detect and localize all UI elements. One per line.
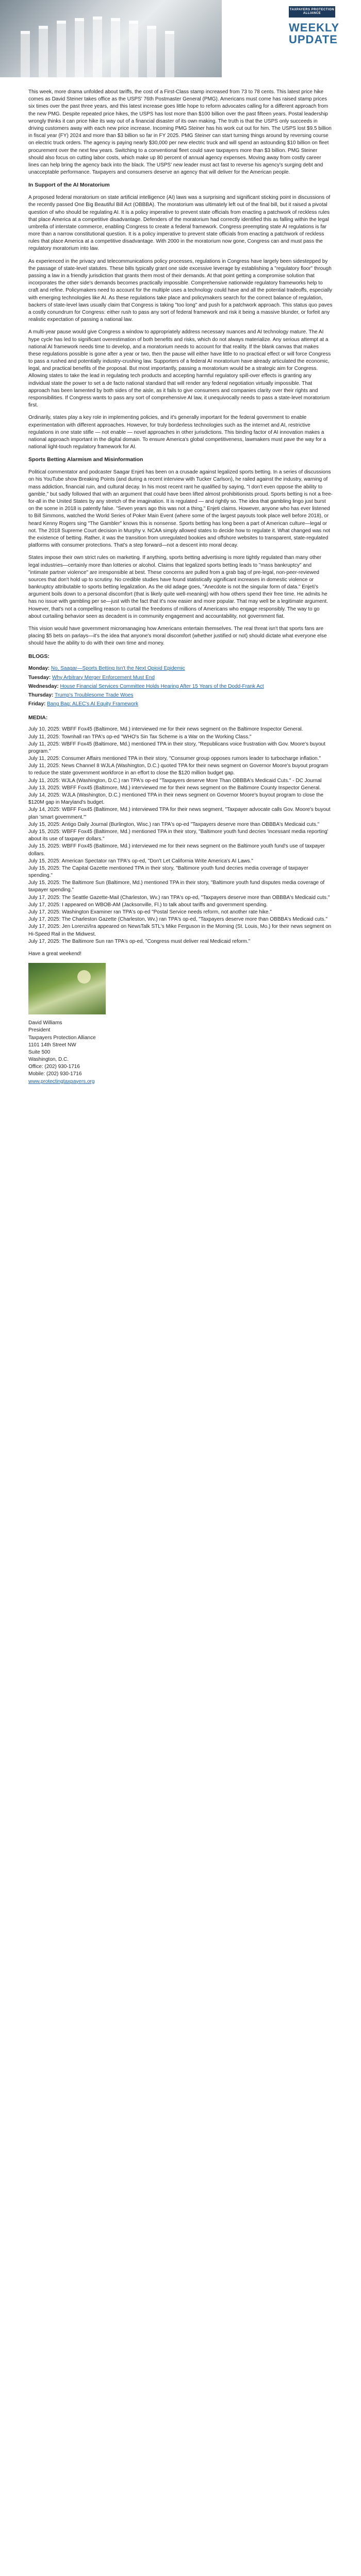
blog-row: Wednesday: House Financial Services Committee Holds Hearing After 15 Years of the Dodd-Frank Act (28, 683, 264, 689)
media-item: July 11, 2025: News Channel 8 WJLA (Washington, D.C.) quoted TPA for their news segment on Governor Moore's buyout program to reduce the state government workforce in an effort to close the $120 million budget gap. (28, 763, 329, 776)
blog-link[interactable]: Trump's Troublesome Trade Woes (54, 692, 134, 699)
media-item: July 15, 2025: Antigo Daily Journal (Burlington, Wisc.) ran TPA's op-ed "Taxpayers deserve more than OBBBA's Medicaid cuts." (28, 821, 320, 827)
sig-city: Washington, D.C. (28, 1057, 69, 1063)
media-item: July 11, 2025: WJLA (Washington, D.C.) ran TPA's op-ed "Taxpayers deserve More Than OBBBA's Medicaid Cuts." - DC Journal (28, 777, 322, 784)
media-item: July 17, 2025: Jen Lorenzi/Ira appeared on NewsTalk STL's Mike Ferguson in the Morning (St. Louis, Mo.) for their news segment on Hi-Speed Rail in the Midwest. (28, 924, 332, 937)
blogs-title: BLOGS: (28, 653, 50, 659)
header-photo (0, 0, 222, 77)
media-item: July 14, 2025: WBFF Fox45 (Baltimore, Md.) interviewed TPA for their news segment, "Taxpayer advocate calls Gov. Moore's buyout plan 'smart government.'" (28, 807, 331, 820)
media-item: July 11, 2025: Consumer Affairs mentioned TPA in their story, "Consumer group opposes rumors leader to turbocharge inflation." (28, 756, 321, 762)
sig-suite: Suite 500 (28, 1049, 51, 1055)
blog-link[interactable]: Why Arbitrary Merger Enforcement Must End (52, 674, 155, 681)
blog-row: Tuesday: Why Arbitrary Merger Enforcement Must End (28, 674, 155, 681)
media-item: July 11, 2025: Townhall ran TPA's op-ed "WHO's Sin Tax Scheme is a War on the Working Class." (28, 734, 252, 740)
media-section (28, 714, 333, 945)
media-item: July 10, 2025: WBFF Fox45 (Baltimore, Md.) interviewed me for their news segment on the Baltimore Inspector General. (28, 726, 303, 733)
media-item: July 15, 2025: The Capital Gazette mentioned TPA in their story, "Baltimore youth fund decries media coverage of taxpayer spending." (28, 865, 308, 879)
blog-link[interactable]: No, Saagar—Sports Betting Isn't the Next Opioid Epidemic (51, 666, 185, 672)
sports-paragraph: States impose their own strict rules on marketing. If anything, sports betting advertising is more tightly regulated than many other legal industries—certainly more than lotteries or alcohol. Claims that legalized sports betting leads to "mass bankruptcy" and "intimate partner violence" are irresponsible at best. These concerns are pulled from a grab bag of pre-legal, non-peer-reviewed sources that don't hold up to scrutiny. No credible studies have found statistically significant increases in domestic violence or bankruptcy attributable to sports betting legalization. As the old adage goes, "Anecdote is not the singular form of data." Enjeti's argument boils down to a personal discomfort (that is likely quite well-meaning) with how others spend their free time. He admits he has no issue with gambling per se—just with the fact that it's now easier and more popular. That may well be a legitimate argument. However, that's not a compelling reason to curtail the freedoms of millions of Americans who engage responsibly. The way to go about curtailing behavior seen as decadent is in community engagement and accountability, not government fiat. (28, 555, 328, 619)
media-title: MEDIA: (28, 715, 48, 721)
blog-row: Monday: No, Saagar—Sports Betting Isn't the Next Opioid Epidemic (28, 666, 185, 672)
ai-paragraph: A proposed federal moratorium on state artificial intelligence (AI) laws was a surprising and significant sticking point in discussions of the recently passed One Big Beautiful Bill Act (OBBBA). The moratorium was ultimately left out of the final bill, but it raised a pivotal question of who should be regulating AI. It is a policy imperative to prevent state officials from enacting a patchwork of reckless rules that place America at a competitive disadvantage. Defenders of the moratorium had correctly identified this as falling within the legal umbrella of interstate commerce, enabling Congress to create a federal framework. Congress preempting state AI regulations is far more than a narrow constitutional question. It is a policy imperative to prevent state officials from enacting a patchwork of reckless rules that place America at a competitive disadvantage. With 2000 in the moratorium now gone, Congress can and must pass the regulatory moratorium into law. (28, 195, 331, 252)
sports-paragraph: This vision would have government micromanaging how Americans entertain themselves. The real threat isn't that sports fans are placing $5 bets on parlays—it's the idea that anyone's moral discomfort (whether justified or not) should dictate what everyone else should have the ability to do with their own time and money. (28, 626, 327, 647)
weekend-photo (28, 963, 106, 1014)
media-item: July 17, 2025: The Charleston Gazette (Charleston, Wv.) ran TPA's op-ed, "Taxpayers deserve more than OBBBA's Medicaid cuts." (28, 917, 327, 923)
media-item: July 15, 2025: American Spectator ran TPA's op-ed, "Don't Let California Write America's AI Laws." (28, 858, 253, 864)
sports-paragraph: Political commentator and podcaster Saagar Enjeti has been on a crusade against legalized sports betting. In a series of discussions on his YouTube show Breaking Points (and during a recent interview with Tucker Carlson), he railed against the industry, warning of mass addiction, financial ruin, and cultural decay. In his most recent rant he qualified by saying, "I don't even oppose the ability to gamble," but sadly followed that with an argument that could have been lifted almost prohibitionists proud. Sports betting is not a free-for-all in the United States by any stretch of the imagination. It is regulated — and rightly so. The idea that gambling lingo just burst on the scene in 2018 is patently false. "Seven years ago this was not a thing," Enjeti claims. However, anyone who has ever listened to Bill Simmons, watched the World Series of Poker Main Event (where some of the largest payouts took place well before 2018), or heard Kenny Rogers sing "The Gambler" knows this is nonsense. Sports betting has long been a part of American culture—legal or not. The 2018 Supreme Court decision in Murphy v. NCAA simply allowed states to decide how to regulate it. What changed was not the existence of betting. Rather, it was the transition from unregulated bookies and offshore websites to transparent, state-regulated platforms with consumer protections. That's a step forward—not a descent into moral decay. (28, 469, 333, 549)
ai-paragraph: A multi-year pause would give Congress a window to appropriately address necessary nuances and AI technology mature. The AI hype cycle has led to significant overestimation of both benefits and risks, which do not always materialize. Any serious attempt at a national AI framework needs time to develop, and a moratorium needs to account for that reality. If the blank canvas that makes these regulations possible is gone after a year or two, then the pause will either have little to no practical effect or will force Congress to pass a rushed and potentially industry-crushing law. Supporters of a federal AI moratorium have already articulated the economic, legal, and practical benefits of the proposal. But most importantly, passing a moratorium would be a strategic aim for Congress. Allowing states to take the lead in regulating tech products and accepting harmful regulatory spill-over effects is granting any individual state the power to set a de facto national standard that will render any federal negotiation virtually impossible. That approach has been lamented by both sides of the aisle, as it fails to give consumers and companies clarity over their rights and responsibilities. If Congress wants to pass any sort of comprehensive AI law, it unequivocally needs to pass a state-level moratorium first. (28, 329, 331, 409)
ai-paragraph: Ordinarily, states play a key role in implementing policies, and it's generally important for the federal government to enable experimentation with different approaches. However, for truly borderless technologies such as the internet and AI, restrictive regulations in one state stifle — not enable — novel approaches in other jurisdictions. This binding factor of AI innovation makes a national approach important in the digital domain. To ensure America's global competitiveness, lawmakers must pave the way for a national light-touch regulatory framework for AI. (28, 415, 326, 450)
media-item: July 17, 2025: I appeared on WBOB-AM (Jacksonville, Fl.) to talk about tariffs and government spending. (28, 902, 268, 908)
media-item: July 13, 2025: WBFF Fox45 (Baltimore, Md.) interviewed me for their news segment on the Baltimore County Inspector General. (28, 785, 321, 791)
main-content (28, 89, 333, 1086)
media-item: July 17, 2025: Washington Examiner ran TPA's op-ed "Postal Service needs reform, not another rate hike." (28, 909, 272, 915)
header (0, 0, 361, 88)
media-item: July 15, 2025: WBFF Fox45 (Baltimore, Md.) interviewed me for their news segment on the Baltimore youth fund's use of taxpayer dollars. (28, 843, 325, 857)
sig-org: Taxpayers Protection Alliance (28, 1035, 96, 1041)
sig-street: 1101 14th Street NW (28, 1042, 76, 1048)
media-item: July 17, 2025: The Baltimore Sun ran TPA's op-ed, "Congress must deliver real Medicaid reform." (28, 938, 251, 944)
tpa-logo: TAXPAYERS PROTECTION ALLIANCE (289, 6, 335, 18)
website-link[interactable]: www.protectingtaxpayers.org (28, 1078, 95, 1084)
signature-block (28, 1020, 333, 1086)
media-item: July 15, 2025: The Baltimore Sun (Baltimore, Md.) mentioned TPA in their story, "Baltimore youth fund disputes media coverage of taxpayer spending." (28, 880, 325, 893)
sports-section-title: Sports Betting Alarmism and Misinformation (28, 456, 143, 463)
blog-row: Friday: Bang Bag: ALEC's AI Equity Framework (28, 701, 139, 707)
media-item: July 15, 2025: WBFF Fox45 (Baltimore, Md.) mentioned TPA in their story, "Baltimore youth fund decries 'incessant media reporting' about its use of taxpayer dollars." (28, 828, 329, 842)
blog-link[interactable]: Bang Bag: ALEC's AI Equity Framework (47, 701, 139, 707)
intro-paragraph: This week, more drama unfolded about tariffs, the cost of a First-Class stamp increased from 73 to 78 cents. This latest price hike comes as David Steiner takes office as the USPS' 76th Postmaster General (PMG). Americans must come has raised stamp prices six times over the past three years, and this latest increase goes little hope to reform advocates calling for a different approach from the new PMG. Despite repeated price hikes, the USPS has lost more than $100 billion over the past fifteen years. Postal leadership wrongly thinks it can price hike its way out of a financial disaster of its own making. The truth is that the USPS only succeeds in driving customers away with each new price increase. Incoming PMG Steiner has his work cut out for him. The USPS lost $9.5 billion in fiscal year (FY) 2024 and more than $3 billion so far in FY 2025. PMG Steiner can start turning things around by reversing course on electric truck orders. The agency is paying nearly $30,000 per new electric truck and will spend an astounding $10 billion on fleet procurement over the next few years. Switching to a conventional fleet could save taxpayers more than $3 billion. PMG Steiner should also focus on cutting labor costs, which make up 80 percent of annual agency expenses. Moving away from costly career lines can help bring the agency back into the black. The USPS' new leader must act fast to reverse his agency's surging debt and unacceptable performance. Taxpayers and consumers deserve an agency that will deliver for the American people. (28, 89, 332, 176)
blog-row: Thursday: Trump's Troublesome Trade Woes (28, 692, 134, 699)
media-item: July 14, 2025: WJLA (Washington, D.C.) mentioned TPA in their news segment on Governor Moore's buyout program to close the $120M gap in Maryland's budget. (28, 792, 324, 806)
sig-mobile: Mobile: (202) 930-1716 (28, 1071, 82, 1077)
ai-section-title: In Support of the AI Moratorium (28, 182, 110, 189)
sig-name: David Williams (28, 1020, 62, 1026)
media-item: July 17, 2025: The Seattle Gazette-Mail (Charleston, Wv.) ran TPA's op-ed, "Taxpayers deserve more than OBBBA's Medicaid cuts." (28, 894, 330, 901)
sig-role: President (28, 1027, 51, 1033)
sig-office: Office: (202) 930-1716 (28, 1064, 80, 1070)
media-item: July 11, 2025: WBFF Fox45 (Baltimore, Md.) mentioned TPA in their story, "Republicans voice frustration with Gov. Moore's buyout program." (28, 741, 325, 754)
blogs-section (28, 653, 333, 708)
weekly-update-title: WEEKLY UPDATE (289, 21, 340, 46)
ai-paragraph: As experienced in the privacy and telecommunications policy processes, regulations in Congress have largely been sidestepped by the passage of state-level statutes. These bills typically grant one side excessive leverage by establishing a "regulatory floor" through passing a law in a friendly jurisdiction that grants them most of their demands. At that point getting a compromise solution that incorporates the other side's demands becomes practically impossible. Comprehensive nationwide regulatory frameworks help to craft and refine. Policymakers need to account for the multiple uses a technology could have and all the potential tradeoffs, especially with emerging technologies like AI. As these regulations take place and policymakers search for the correct balance of regulation, backers of state-level laws usually claim that Congress is taking "too long" and push for a patchwork approach. This status quo paves a costly conundrum for Congress: either rush to pass any sort of federal framework and risk it being a massive blunder, or forfeit any realistic expectation of passing a national law. (28, 258, 333, 323)
blog-link[interactable]: House Financial Services Committee Holds Hearing After 15 Years of the Dodd-Frank Act (60, 683, 264, 689)
closing-text: Have a great weekend! (28, 951, 81, 957)
